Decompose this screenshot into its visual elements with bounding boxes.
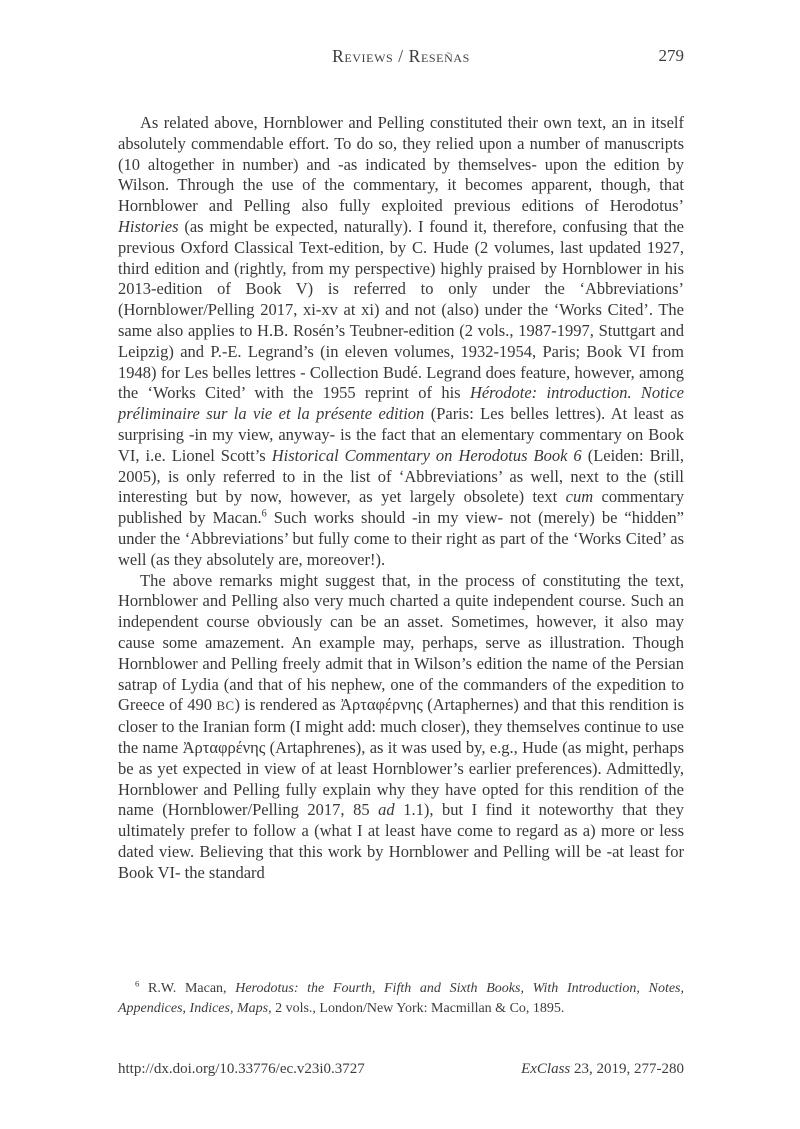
italic-run: Herodotus: the Fourth, Fifth and Sixth Books, With Introduction, Notes, Appendices, Indices, Maps bbox=[118, 981, 684, 1016]
italic-run: Historical Commentary on Herodotus Book 6 bbox=[271, 445, 582, 465]
doi-text: http://dx.doi.org/10.33776/ec.v23i0.3727 bbox=[118, 1061, 365, 1077]
italic-run: ad bbox=[378, 800, 395, 820]
text-run: The above remarks might suggest that, in the process of constituting the text, Hornblower and Pelling also very much charted a quite independent course. Such an independent course obviously can be an asset. Sometimes, however, it also may cause some amazement. An example may, perhaps, serve as illustration. Though Hornblower and Pelling freely admit that in Wilson’s edition the name of the Persian satrap of Lydia (and that of his nephew, one of the commanders of the expedition to Greece of 490 bbox=[118, 570, 684, 715]
footnote bbox=[118, 979, 684, 1019]
page-number: 279 bbox=[658, 46, 684, 65]
italic-run: cum bbox=[565, 487, 594, 507]
superscript-run: 6 bbox=[261, 508, 267, 520]
page-header bbox=[118, 46, 684, 68]
paragraph bbox=[118, 113, 684, 571]
text-run: ) is rendered as Ἀρταφέρνης (Artaphernes) and that this rendition is closer to the Iranian form (I might add: much closer), they themselves continue to use the name Ἀρταφρένης (Artaphrenes), as it was used by, e.g., Hude (as might, perhaps be as yet expected in view of at least Hornblower’s earlier preferences). Admittedly, Hornblower and Pelling fully explain why they have opted for this rendition of the name (Hornblower/Pelling 2017, 85 bbox=[118, 695, 684, 820]
smallcaps-run: BC bbox=[216, 699, 235, 714]
text-run: (as might be expected, naturally). I found it, therefore, confusing that the previous Oxford Classical Text-edition, by C. Hude (2 volumes, last updated 1927, third edition and (rightly, from my perspective) highly praised by Hornblower in his 2013-edition of Book V) is referred to only under the ‘Abbreviations’ (Hornblower/Pelling 2017, xi-xv at xi) and not (also) under the ‘Works Cited’. The same also applies to H.B. Rosén’s Teubner-edition (2 vols., 1987-1997, Stuttgart and Leipzig) and P.-E. Legrand’s (in eleven volumes, 1932-1954, Paris; Book VI from 1948) for Les belles lettres - Collection Budé. Legrand does feature, however, among the ‘Works Cited’ with the 1955 reprint of his bbox=[118, 216, 684, 403]
text-run: 1.1), but I find it noteworthy that they ultimately prefer to follow a (what I at least have come to regard as a) more or less dated view. Believing that this work by Hornblower and Pelling will be -at least for Book VI- the standard bbox=[118, 800, 684, 882]
text-run: 23, 2019, 277-280 bbox=[570, 1061, 684, 1077]
text-run: R.W. Macan, bbox=[139, 981, 236, 996]
running-title: Reviews / Reseñas bbox=[332, 46, 470, 66]
text-run: , 2 vols., London/New York: Macmillan & Co, 1895. bbox=[268, 1001, 565, 1016]
italic-run: ExClass bbox=[521, 1061, 571, 1077]
text-run: (Leiden: Brill, 2005), is only referred to in the list of ‘Abbreviations’ as well, next to the (still interesting but by now, however, as yet largely obsolete) text bbox=[118, 445, 684, 507]
text-run: commentary published by Macan. bbox=[118, 487, 684, 528]
journal-citation bbox=[521, 1061, 684, 1078]
text-run: Such works should -in my view- not (merely) be “hidden” under the ‘Abbreviations’ but fully come to their right as part of the ‘Works Cited’ as well (as they absolutely are, moreover!). bbox=[118, 508, 684, 569]
italic-run: Histories bbox=[118, 216, 179, 236]
italic-run: Hérodote: introduction. Notice préliminaire sur la vie et la présente edition bbox=[118, 383, 684, 424]
review-body bbox=[118, 113, 684, 883]
text-run: As related above, Hornblower and Pelling constituted their own text, an in itself absolutely commendable effort. To do so, they relied upon a number of manuscripts (10 altogether in number) and -as indicated by themselves- upon the edition by Wilson. Through the use of the commentary, it becomes apparent, though, that Hornblower and Pelling also fully exploited previous editions of Herodotus’ bbox=[118, 113, 684, 216]
page-footer bbox=[118, 1061, 684, 1078]
superscript-run: 6 bbox=[135, 978, 140, 989]
paragraph bbox=[118, 571, 684, 884]
text-run: (Paris: Les belles lettres). At least as surprising -in my view, anyway- is the fact that an elementary commentary on Book VI, i.e. Lionel Scott’s bbox=[118, 404, 684, 465]
